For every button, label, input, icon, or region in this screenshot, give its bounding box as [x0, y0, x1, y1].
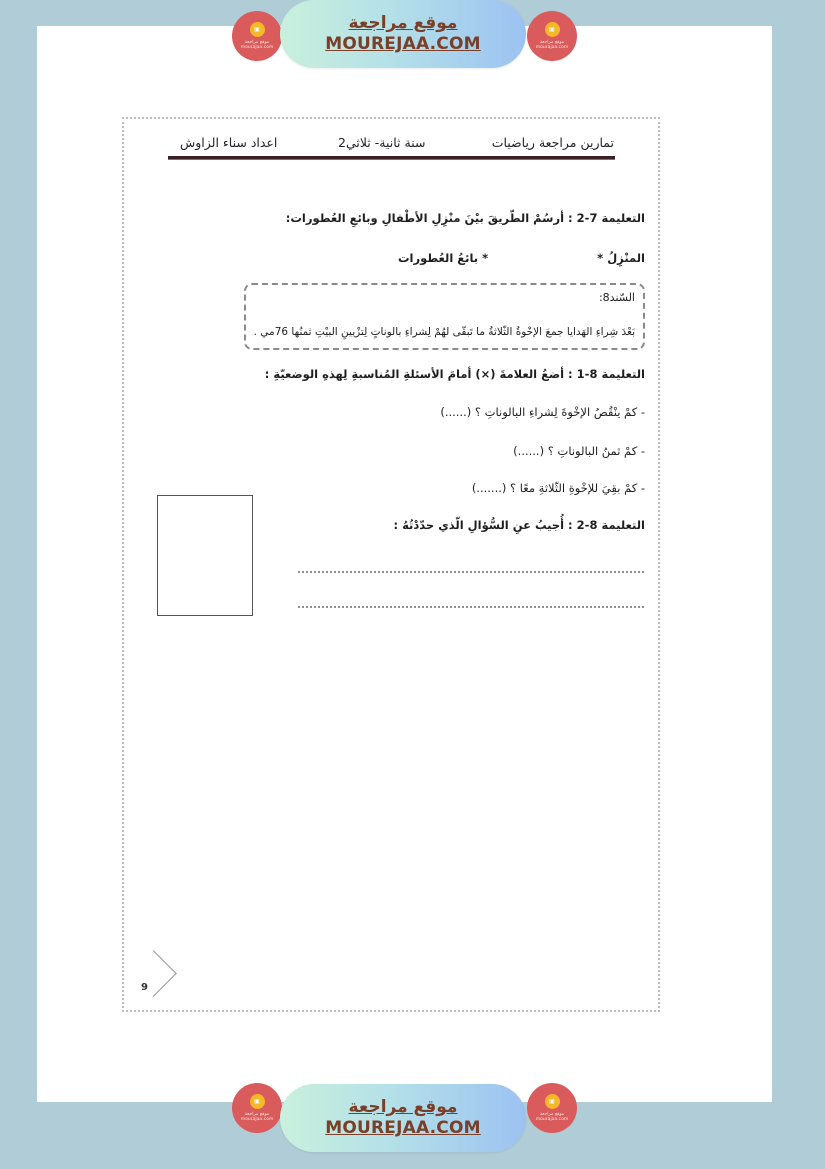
book-icon: ▣	[545, 1094, 560, 1109]
site-name-arabic: موقع مراجعة	[348, 1097, 458, 1117]
site-banner-bottom[interactable]	[280, 1084, 526, 1152]
question-3: - كمْ بقِيَ للإخْوةِ الثّلاثةِ معًا ؟ (.......)	[471, 481, 645, 495]
site-name-latin: MOUREJAA.COM	[325, 1118, 481, 1138]
site-logo-badge-left[interactable]	[232, 11, 282, 61]
page-number: 9	[141, 982, 148, 993]
site-name-arabic: موقع مراجعة	[348, 13, 458, 33]
site-name-latin: MOUREJAA.COM	[325, 34, 481, 54]
worksheet-title: تمارين مراجعة رياضيات	[491, 135, 614, 150]
header-divider	[168, 156, 615, 159]
instruction-8-2: التعليمة 8-2 : أُجيبُ عنِ السُّؤالِ الّذي حدّدْتُهُ :	[393, 518, 645, 532]
site-logo-badge-right[interactable]	[527, 11, 577, 61]
work-box[interactable]	[157, 495, 253, 616]
support-8-title: السّند8:	[598, 291, 635, 304]
badge-text: موقع مراجعة mourajaa.com	[535, 1112, 569, 1122]
book-icon: ▣	[250, 22, 265, 37]
site-banner-top[interactable]	[280, 0, 526, 68]
worksheet-author: اعداد سناء الزاوش	[180, 135, 278, 150]
answer-line-1[interactable]	[298, 571, 644, 573]
question-2: - كمْ ثمنُ البالوناتِ ؟ (......)	[513, 444, 645, 458]
worksheet-level: سنة ثانية- ثلاثي2	[338, 135, 426, 150]
book-icon: ▣	[250, 1094, 265, 1109]
badge-text: موقع مراجعة mourajaa.com	[535, 40, 569, 50]
site-logo-badge-left-bottom[interactable]	[232, 1083, 282, 1133]
site-logo-badge-right-bottom[interactable]	[527, 1083, 577, 1133]
badge-text: موقع مراجعة mourajaa.com	[240, 1112, 274, 1122]
answer-line-2[interactable]	[298, 606, 644, 608]
support-8-box	[244, 283, 645, 350]
instruction-7-2: التعليمة 7-2 : أرسُمْ الطّريقَ بيْنَ منْزِلِ الأطْفالِ وبائعِ العُطورات:	[285, 211, 645, 225]
book-icon: ▣	[545, 22, 560, 37]
place-house: المنْزِلُ *	[597, 251, 645, 265]
question-1: - كمْ ينْقُصُ الإخْوةَ لِشراءِ البالوناتِ ؟ (......)	[440, 405, 645, 419]
support-8-body: بَعْدَ شِراءِ الهَدايا جمعَ الإخْوةُ الثّلاثةُ ما تَبقّى لهُمْ لِشراءِ بالوناتٍ لِتزْيينِ البيْتِ ثمنُها 76مي .	[253, 326, 635, 338]
place-perfume-seller: * بائعُ العُطورات	[398, 251, 489, 265]
instruction-8-1: التعليمة 8-1 : أضعُ العلامةَ (×) أمامَ الأسئلةِ المُناسبةِ لِهذهِ الوضعيّةِ :	[264, 367, 645, 381]
badge-text: موقع مراجعة mourajaa.com	[240, 40, 274, 50]
